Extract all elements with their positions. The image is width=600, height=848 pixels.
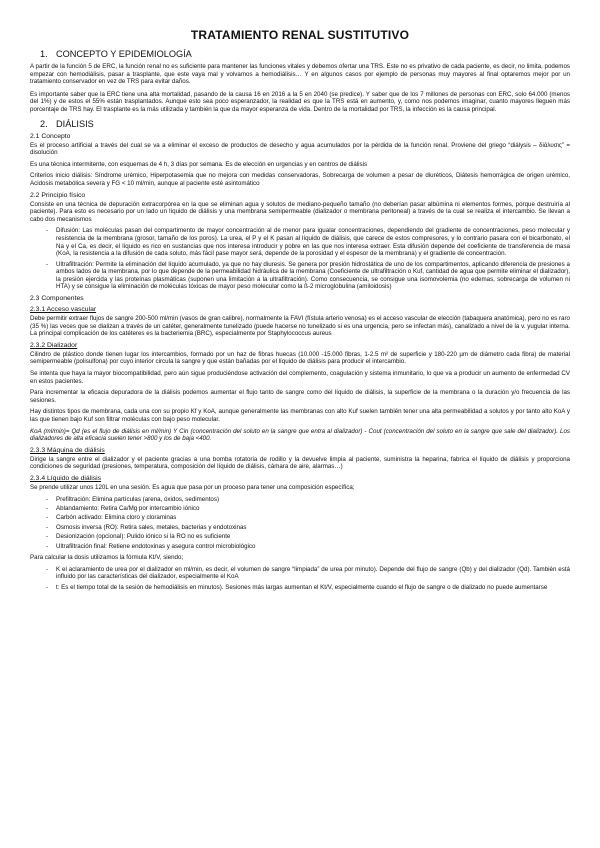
paragraph: Criterios inicio diálisis: Síndrome urémico, Hiperpotasemia que no mejora con medidas conservadoras, Sobrecarga de volumen a pesar de diuréticos, Diátesis hemorrágica de origen urémico, Acidosis metabólica severa y FG < 10 ml/min, aunque al paciente esté asintomático <box>30 172 570 187</box>
section-number: 2. <box>40 118 48 129</box>
section-title: DIÁLISIS <box>56 118 94 129</box>
list-item: - Osmosis inversa (RO): Retira sales, metales, bacterias y endotoxinas <box>56 524 570 532</box>
list-item: - Ultrafiltración: Permite la eliminación del líquido acumulado, ya que no hay diuresis. Se genera por presión hidrostática de uno de los compartimentos, aplicando diferencia de presiones a ambos lados de la membrana, por lo que depende de la permeabilidad hidráulica de la membrana (Coeficiente de ultrafiltración o Kuf, cantidad de agua que permite eliminar el dializador), la presión ejercida y las proteínas plasmáticas (suponen una limitación a la ultrafiltración). Como consecuencia, se consigue una isomovolemia (no edemas, sobrecarga de volumen ni HTA) y se consigue la eliminación de moléculas tóxicas de mayor peso molecular como la ß-2 microglobulina (amiloidosis) <box>56 261 570 291</box>
paragraph: Es una técnica intermitente, con esquemas de 4 h, 3 días por semana. Es de elección en urgencias y en centros de diálisis <box>30 160 368 168</box>
mechanism-list <box>30 227 570 291</box>
paragraph: Se prende utilizar unos 120L en una sesión. Es agua que pasa por un proceso para tener una composición específica; <box>30 483 355 491</box>
list-item: - Carbón activado: Elimina cloro y cloraminas <box>56 514 570 522</box>
subsection-heading: 2.1 Concepto <box>30 132 71 140</box>
paragraph: Se intenta que haya la mayor biocompatibilidad, pero aún sigue produciéndose activación del complemento, coagulación y sistema inmunitario, lo que va a producir un aumento de enfermedad CV en estos pacientes. <box>30 370 570 385</box>
paragraph: Para calcular la dosis utilizamos la fórmula Kt/V, siendo; <box>30 554 184 562</box>
paragraph: Consiste en una técnica de depuración extracorpórea en la que se eliminan agua y solutos de mediano-pequeño tamaño (no deberían pasar albúmina ni elementos formes, porque destruiría al paciente). Para esto es necesario por un lado un líquido de diálisis y una membrana semipermeable (dializador o membrana peritoneal) a través de la cual se realiza el intercambio. Se llevan a cabo dos mecanismos <box>30 200 570 223</box>
section-1-heading <box>30 49 570 59</box>
dose-formula-list <box>30 566 570 592</box>
paragraph: Cilindro de plástico donde tienen lugar los intercambios, formado por un haz de fibras huecas (10.000 -15.000 fibras, 1-2.5 m² de superficie y 180-220 µm de diámetro cada fibra) de material semipermeable (polisulfona) por cuyo interior circula la sangre y que están bañadas por el líquido de diálisis para producir el intercambio. <box>30 350 570 366</box>
water-treatment-list <box>30 496 570 551</box>
paragraph: Es el proceso artificial a través del cual se va a eliminar el exceso de productos de desecho y agua acumulados por la pérdida de la función renal. Proviene del griego “diálysis – δiάλυσις” = disolución <box>30 141 570 157</box>
document-title: TRATAMIENTO RENAL SUSTITUTIVO <box>190 28 410 42</box>
paragraph: Debe permitir extraer flujos de sangre 200-500 ml/min (vasos de gran calibre), normalmente la FAVI (fístula arterio venosa) es el acceso vascular de elección (tabaquera anatómica), pero no es raro (35 %) las veces que se dializan a través de un catéter, generalmente tunelizado (puede hacerse no tunelizado si es una urgencia, pero se infectan más), canalizado a nivel de la v. yugular interna. La principal complicación de los catéteres es la bacteriemia (BRC), especialmente por Staphylococcus aureus <box>30 315 570 338</box>
subsubsection-heading: 2.3.3 Máquina de diálisis <box>30 446 105 454</box>
list-item: - t: Es el tiempo total de la sesión de hemodiálisis en minutos). Sesiones más largas aumentan el Kt/V, especialmente cuando el flujo de sangre o de dializado no puede aumentarse <box>56 584 570 592</box>
list-item: - K el aclaramiento de urea por el dializador en ml/min, es decir, el volumen de sangre “limpiada” de urea por minuto). Depende del flujo de sangre (Qb) y del dializador (Qd). También está influido por las características del dializador, especialmente el KoA <box>56 566 570 581</box>
subsubsection-heading: 2.3.4 Líquido de diálisis <box>30 474 102 482</box>
paragraph: Para incrementar la eficacia depuradora de la diálisis podemos aumentar el flujo tanto de sangre como del líquido de diálisis, la superficie de la membrana o la duración y/o frecuencia de las sesiones. <box>30 389 570 404</box>
subsubsection-heading: 2.3.1 Acceso vascular <box>30 306 97 314</box>
subsubsection-heading: 2.3.2 Dializador <box>30 341 78 349</box>
paragraph: Dirige la sangre entre el dializador y el paciente gracias a una bomba rotatoria de rodillo y la devuelve limpia al paciente, suministra la heparina, fabrica el líquido de diálisis y proporciona condiciones de seguridad (presiones, temperatura, composición del líquido de diálisis, cámara de aire, alarmas…) <box>30 455 570 471</box>
list-item: - Ultrafiltración final: Retiene endotoxinas y asegura control microbiológico <box>56 543 570 551</box>
subsection-heading: 2.3 Componentes <box>30 295 84 303</box>
formula-paragraph: KoA (ml/min)= Qd (es el flujo de diálisis en ml/min) Y Cin (concentración del soluto en la sangre que entra al dializador) - Cout (concentración del soluto en la sangre que sale del dializador). Los dializadores de alta eficacia suelen tener >800 y los de baja <400. <box>30 427 570 443</box>
paragraph: Hay distintos tipos de membrana, cada una con su propio Kf y KoA, aunque generalmente las membranas con alto Kuf suelen también tener una alta permeabilidad a solutos y por tanto alto KoA y las que tienen bajo Kuf son filtrar moléculas con bajo peso molecular. <box>30 408 570 423</box>
section-title: CONCEPTO Y EPIDEMIOLOGÍA <box>56 49 192 59</box>
section-number: 1. <box>40 49 48 59</box>
list-item: - Ablandamiento: Retira Ca/Mg por intercambio iónico <box>56 505 570 513</box>
paragraph: Es importante saber que la ERC tiene una alta mortalidad, pasando de la causa 16 en 2016 a la 5 en 2040 (se predice). Y saber que de los 7 millones de personas con ERC, solo 64.000 (menos del 1%) y de estos el 55% están trasplantados. Aunque esto sea poco esperanzador, la realidad es que la TRS está en aumento, y, como nos podemos imaginar, cuanto mayores lleguen más porcentaje de TRS hay. El trasplante es la más utilizada y también la que da mayor esperanza de vida. Dentro de la mortalidad por TRS, la infección es la causa principal. <box>30 90 570 113</box>
paragraph: A partir de la función 5 de ERC, la función renal no es suficiente para mantener las funciones vitales y debemos ofertar una TRS. Este no es privativo de cada paciente, es decir, no limita, podemos empezar con hemodiálisis, pasar a trasplante, que este vaya mal y volvamos a hemodiálisis… Y en algunos casos por ejemplo de personas muy mayores al final optaremos mejor por un tratamiento conservador en vez de TRS para evitar daños. <box>30 63 570 86</box>
subsection-heading: 2.2 Principio físico <box>30 191 86 199</box>
list-item: - Desionización (opcional): Pulido iónico si la RO no es suficiente <box>56 533 570 541</box>
list-item: - Prefiltración: Elimina partículas (arena, óxidos, sedimentos) <box>56 496 570 504</box>
section-2-heading <box>30 119 570 129</box>
list-item: - Difusión: Las moléculas pasan del compartimento de mayor concentración al de menor para igualar concentraciones, dependiendo del gradiente de concentraciones, peso molecular y resistencia de la membrana (grosor, tamaño de los poros). La urea, el P y el K pasan al líquido de diálisis, que carece de estos compresores, y lo contrario pasara con el bicarbonato, el Na y el Ca, es decir, el líquido es rico en sustancias que nos interesa introducir y pobre en las que nos interesa extraer. Esta difusión depende del coeficiente de transferencia de masa (KoA, la resistencia a la difusión de cada soluto, más fácil pase mayor será, depende de la porosidad y el espesor de la membrana) y el gradiente de concentración. <box>56 227 570 257</box>
